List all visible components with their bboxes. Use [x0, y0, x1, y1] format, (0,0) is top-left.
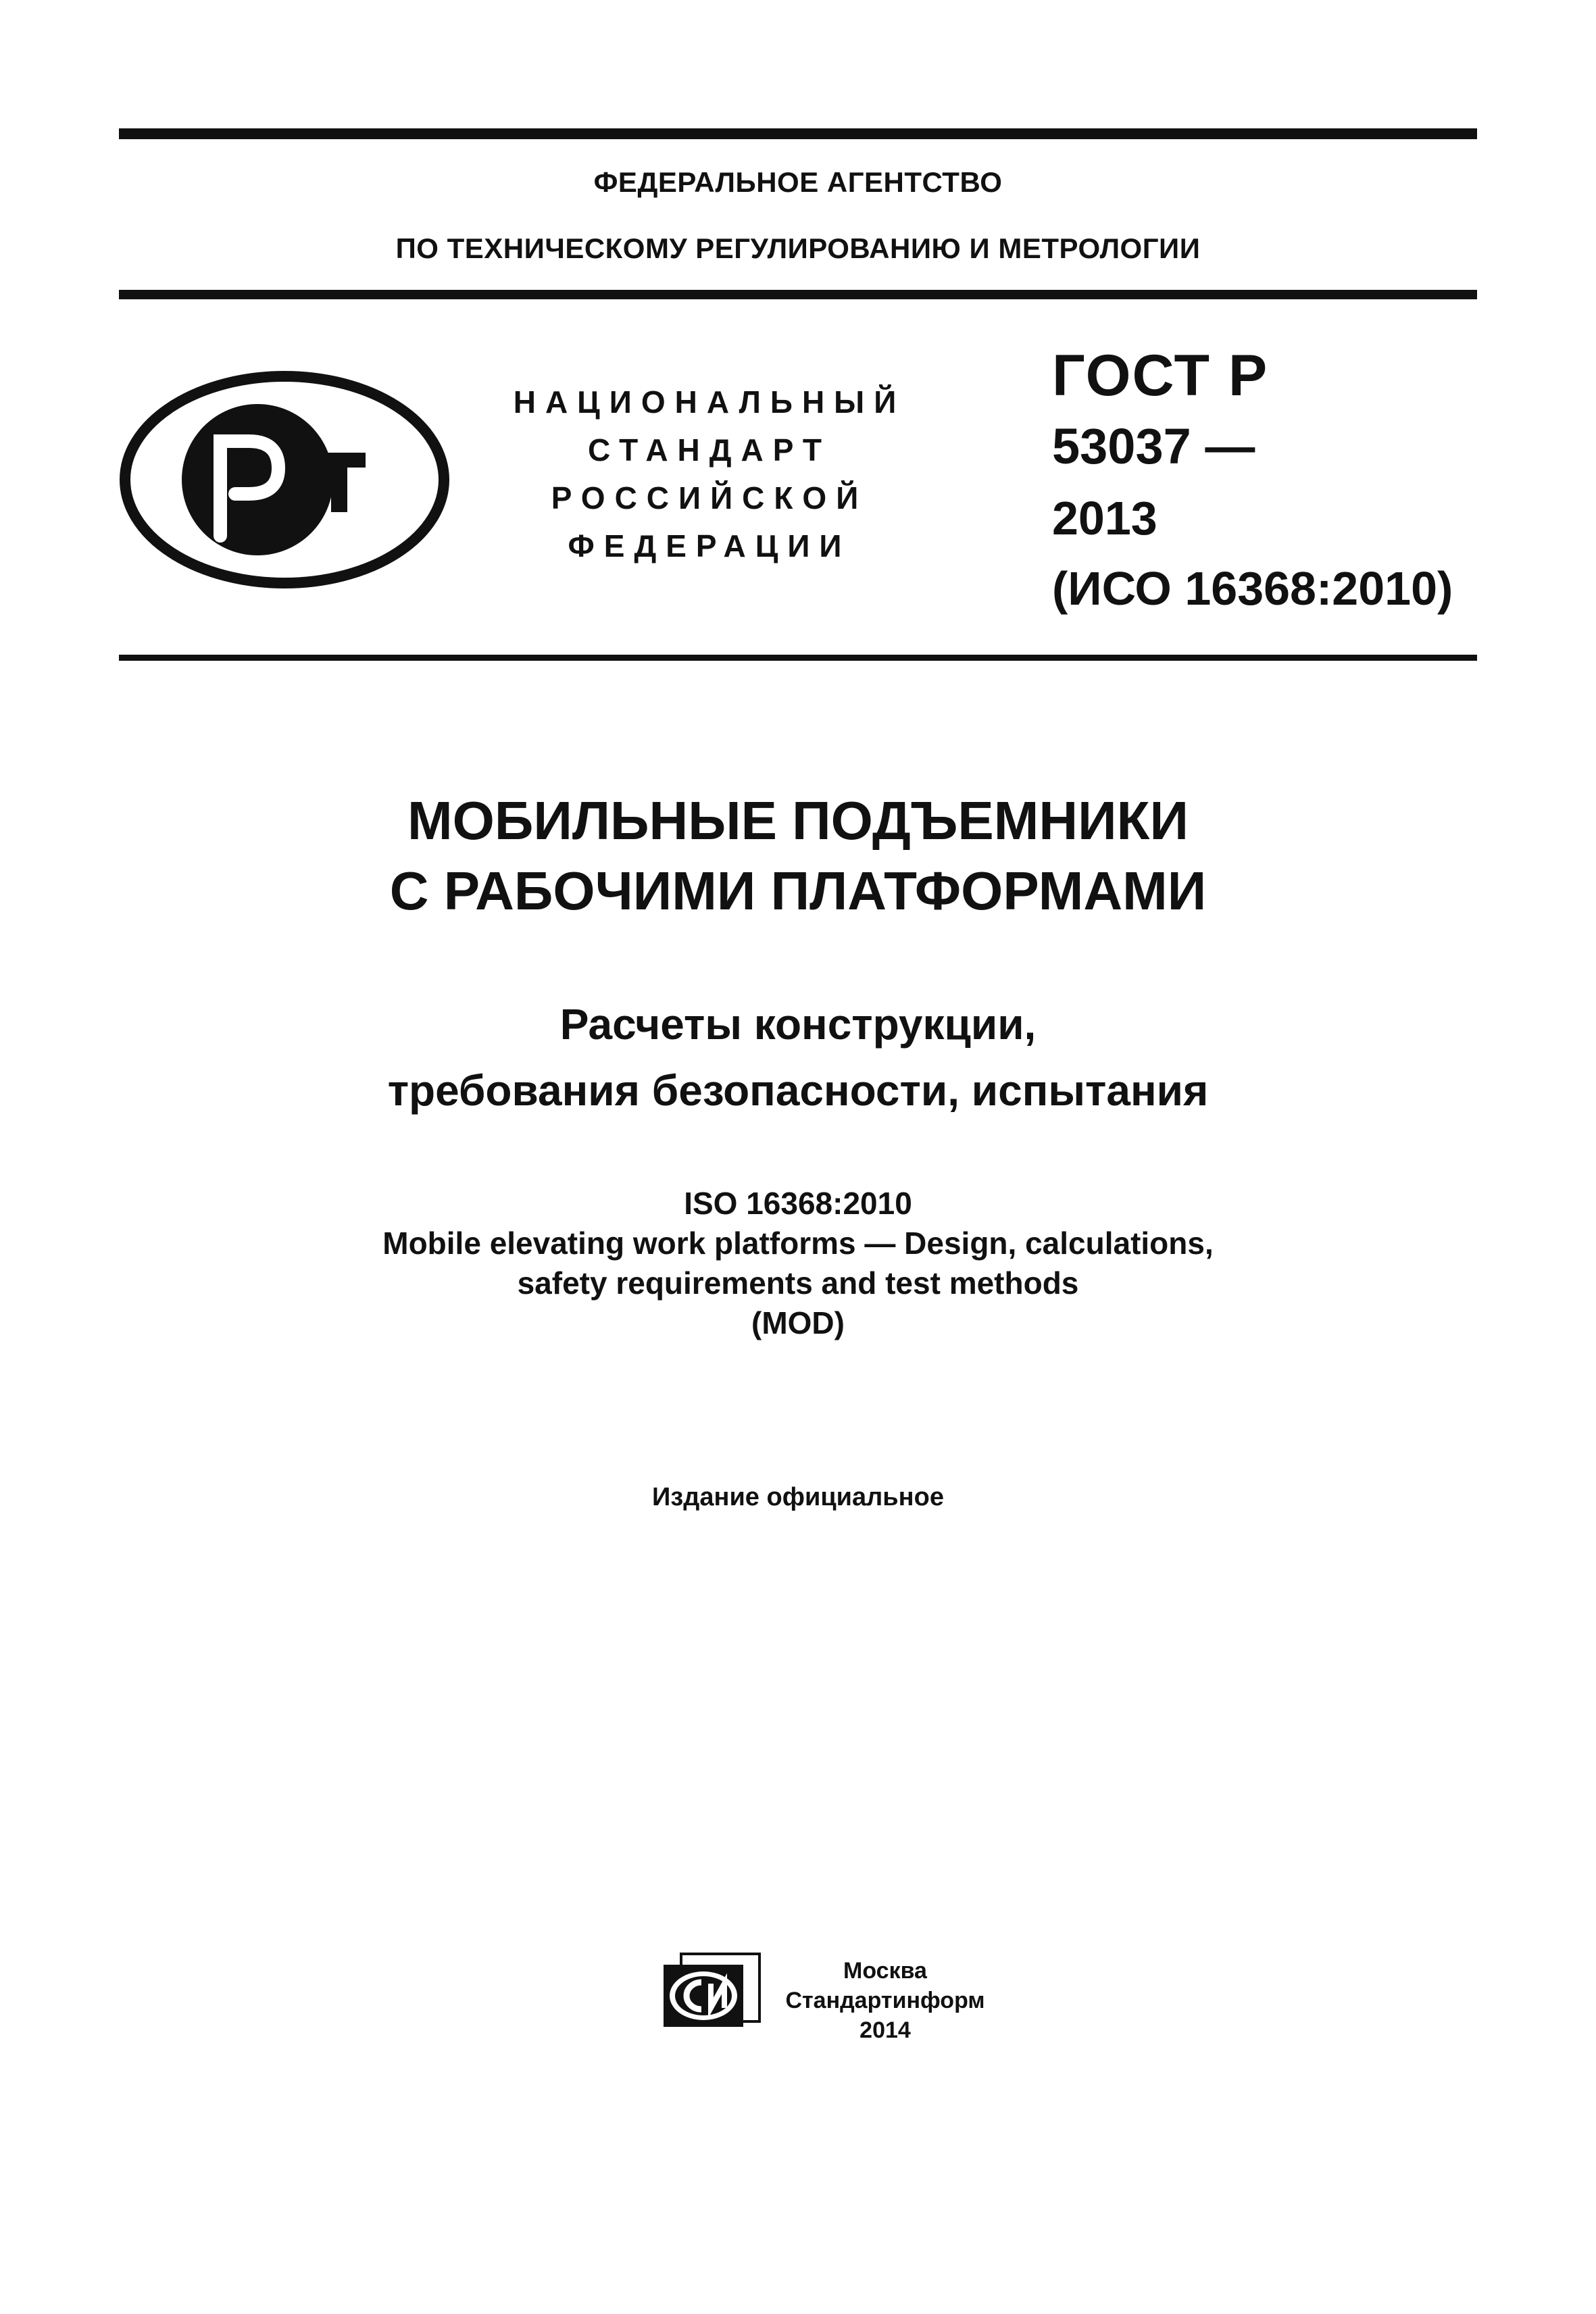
national-line-4: ФЕДЕРАЦИИ — [568, 528, 851, 563]
top-rule — [119, 128, 1477, 139]
iso-line-2: Mobile elevating work platforms — Design, calculations, — [382, 1226, 1214, 1261]
subtitle-line-1: Расчеты конструкции, — [559, 1000, 1037, 1049]
gost-line-2: 53037 — — [1052, 418, 1255, 474]
national-line-3: РОССИЙСКОЙ — [551, 480, 868, 515]
gost-line-1: ГОСТ Р — [1052, 343, 1269, 408]
middle-rule — [119, 290, 1477, 299]
publisher-name: Стандартинформ — [785, 1988, 985, 2013]
rst-certification-icon — [119, 368, 450, 591]
edition-label: Издание официальное — [652, 1483, 944, 1511]
national-standard-label — [493, 378, 926, 570]
standartinform-logo-icon — [661, 1953, 762, 2028]
gost-line-4: (ИСО 16368:2010) — [1052, 562, 1453, 615]
gost-line-3: 2013 — [1052, 492, 1157, 545]
iso-reference — [119, 1184, 1477, 1343]
agency-line-2: ПО ТЕХНИЧЕСКОМУ РЕГУЛИРОВАНИЮ И МЕТРОЛОГИИ — [395, 232, 1201, 264]
subtitle-line-2: требования безопасности, испытания — [387, 1066, 1209, 1115]
national-line-1: НАЦИОНАЛЬНЫЙ — [513, 384, 906, 420]
document-title — [119, 786, 1477, 926]
iso-line-1: ISO 16368:2010 — [684, 1186, 912, 1221]
publisher-year: 2014 — [859, 2017, 911, 2043]
title-line-1: МОБИЛЬНЫЕ ПОДЪЕМНИКИ — [407, 790, 1189, 851]
gost-designation — [1052, 341, 1471, 624]
national-line-2: СТАНДАРТ — [588, 432, 831, 468]
publisher-block — [777, 1956, 993, 2045]
document-subtitle — [119, 991, 1477, 1124]
lower-rule — [119, 655, 1477, 661]
title-line-2: С РАБОЧИМИ ПЛАТФОРМАМИ — [389, 861, 1207, 921]
iso-line-3: safety requirements and test methods — [517, 1265, 1079, 1301]
publisher-city: Москва — [843, 1958, 927, 1984]
iso-line-4: (MOD) — [751, 1305, 845, 1340]
agency-line-1: ФЕДЕРАЛЬНОЕ АГЕНТСТВО — [593, 166, 1003, 198]
